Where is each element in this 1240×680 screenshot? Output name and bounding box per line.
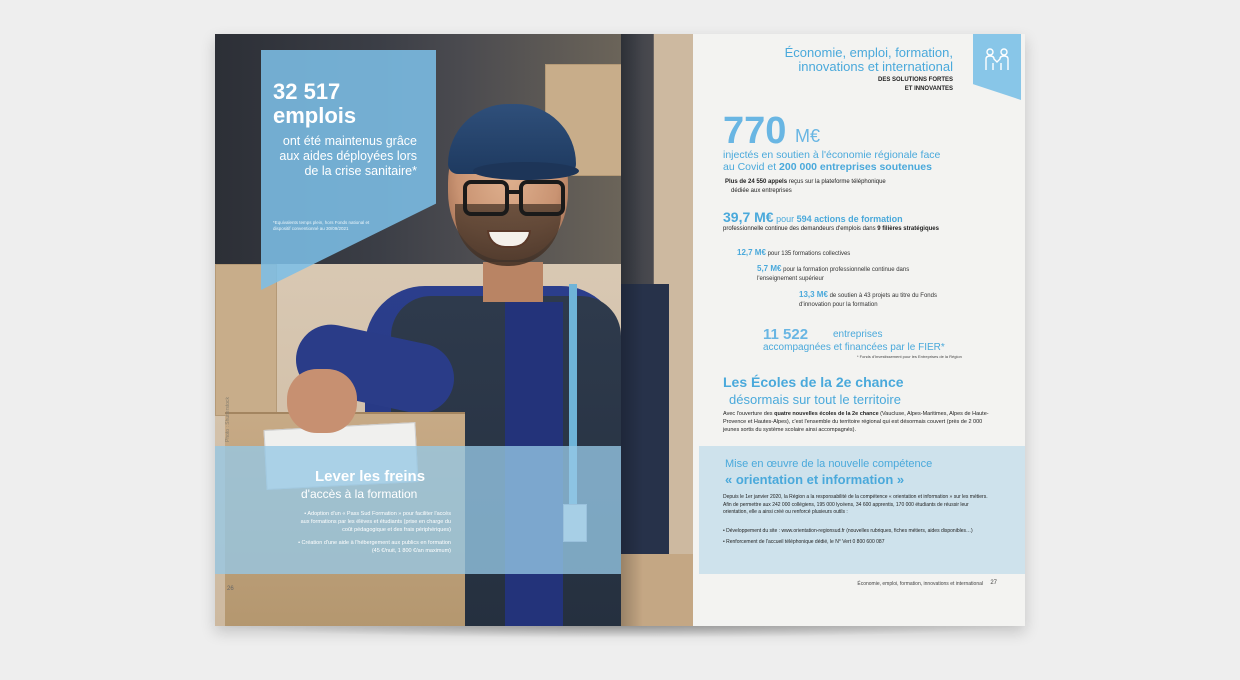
photo-credit: Photo : Shutterstock	[225, 396, 231, 442]
section-subtitle-line1: DES SOLUTIONS FORTES	[877, 77, 953, 83]
fier-description: accompagnées et financées par le FIER*	[763, 342, 945, 353]
orientation-body: Depuis le 1er janvier 2020, la Région a la responsabilité de la compétence « orientation et information » sur les métiers. Afin de permettre aux 242 000 collégiens, 195 000 lycéens, 34 600 apprentis, 170 000 étudiants de réussir leur orientation, elle a ainsi créé ou renforcé plusieurs outils :	[723, 494, 988, 515]
sub3-line2: d'innovation pour la formation	[799, 302, 878, 308]
fier-number: 11 522	[763, 326, 809, 343]
page-number-right: 27	[990, 580, 997, 586]
formation-headline	[723, 209, 903, 225]
glasses-left	[463, 180, 509, 216]
sub1-text: pour 135 formations collectives	[765, 251, 851, 257]
formation-detail-bold: 9 filières stratégiques	[877, 226, 939, 232]
ecoles-body-rest: (Vaucluse, Alpes-Maritimes, Alpes de Haute-Provence et Hautes-Alpes), c'est l'ensemble du territoire régional qui est désormais couvert (près de 2 000 jeunes sortis du système scolaire ainsi accompagnés).	[723, 411, 989, 433]
ecoles-body-bold: quatre nouvelles écoles de la 2e chance	[774, 411, 879, 417]
formation-sub-1	[737, 248, 850, 259]
formation-sub-3	[799, 290, 937, 310]
covid-desc-bold: 200 000 entreprises soutenues	[779, 161, 932, 173]
covid-description	[723, 149, 983, 173]
spine-shadow	[621, 34, 643, 626]
sub2-amount: 5,7 M€	[757, 264, 782, 273]
sub1-amount: 12,7 M€	[737, 248, 766, 257]
freins-title: Lever les freins	[315, 468, 426, 485]
glasses-right	[519, 180, 565, 216]
fier-footnote: * Fonds d'Investissement pour les Entreprises de la Région	[857, 354, 962, 359]
background-boxes-left	[215, 264, 277, 416]
stat-description: ont été maintenus grâce aux aides déployées lors de la crise sanitaire*	[279, 134, 417, 178]
right-page	[621, 34, 1025, 626]
list-item: • Adoption d'un « Pass Sud Formation » pour faciliter l'accès aux formations par les élèves et étudiants (prise en charge du coût pédagogique et des frais périphériques)	[300, 511, 451, 533]
formation-actions: 594 actions de formation	[796, 214, 903, 224]
stat-number: 32 517	[273, 79, 341, 104]
covid-desc-line2	[723, 161, 983, 173]
covid-amount: 770	[723, 110, 787, 152]
formation-amount: 39,7 M€	[723, 209, 774, 225]
worker-hand	[287, 369, 357, 433]
ecoles-title: Les Écoles de la 2e chance	[723, 374, 904, 390]
formation-detail	[723, 226, 1013, 232]
right-content	[699, 34, 1025, 626]
covid-desc-line1: injectés en soutien à l'économie régionale face	[723, 149, 941, 161]
sub2-line2: l'enseignement supérieur	[757, 276, 824, 282]
freins-subtitle: d'accès à la formation	[301, 487, 418, 501]
page-number-left: 26	[227, 586, 234, 592]
fier-word: entreprises	[833, 329, 883, 340]
section-title-line1: Économie, emploi, formation,	[784, 45, 953, 60]
orientation-list	[723, 528, 991, 549]
covid-calls	[725, 178, 985, 196]
ecoles-body-text: Avec l'ouverture des	[723, 411, 775, 417]
formation-pour: pour	[773, 214, 797, 224]
list-item: • Renforcement de l'accueil téléphonique dédié, le N° Vert 0 800 600 087	[723, 538, 885, 545]
glasses-bridge	[509, 190, 521, 194]
covid-calls-text: reçus sur la plateforme téléphonique	[787, 179, 886, 185]
orientation-title: Mise en œuvre de la nouvelle compétence	[725, 458, 933, 470]
people-handshake-icon	[983, 48, 1011, 72]
section-title	[785, 46, 953, 74]
page-footer: Économie, emploi, formation, innovations et international	[857, 581, 983, 587]
freins-list	[295, 510, 451, 560]
covid-calls-line2: dédiée aux entreprises	[731, 188, 792, 194]
magazine-spread	[215, 34, 1025, 626]
left-page	[215, 34, 621, 626]
covid-calls-line1	[725, 178, 985, 187]
covid-calls-bold: Plus de 24 550 appels	[725, 179, 788, 185]
list-item: • Création d'une aide à l'hébergement aux publics en formation (45 €/nuit, 1 800 €/an maximum)	[298, 540, 451, 554]
formation-sub-2	[757, 264, 909, 284]
ecoles-body	[723, 410, 991, 434]
section-title-line2: innovations et international	[798, 59, 953, 74]
ecoles-subtitle: désormais sur tout le territoire	[729, 392, 901, 407]
section-subtitle	[878, 76, 953, 94]
stat-footnote: *Equivalents temps plein, hors Fonds national et dispositif conventionné au 30/09/2021	[273, 220, 370, 231]
sub3-text: de soutien à 43 projets au titre du Fonds	[827, 293, 937, 299]
formation-detail-text: professionnelle continue des demandeurs d'emplois dans	[723, 226, 878, 232]
section-subtitle-line2: ET INNOVANTES	[904, 86, 953, 92]
covid-unit: M€	[795, 126, 821, 146]
list-item: • Développement du site : www.orientation-regionsud.fr (nouvelles rubriques, fiches métiers, aides disponibles…)	[723, 528, 973, 534]
covid-desc-text: au Covid et	[723, 161, 780, 173]
sub3-amount: 13,3 M€	[799, 290, 828, 299]
stat-word: emplois	[273, 103, 357, 128]
orientation-subtitle: « orientation et information »	[725, 472, 905, 487]
sub2-text: pour la formation professionnelle continue dans	[781, 267, 910, 273]
worker-cap-brim	[473, 162, 579, 180]
worker-neck	[483, 262, 543, 302]
